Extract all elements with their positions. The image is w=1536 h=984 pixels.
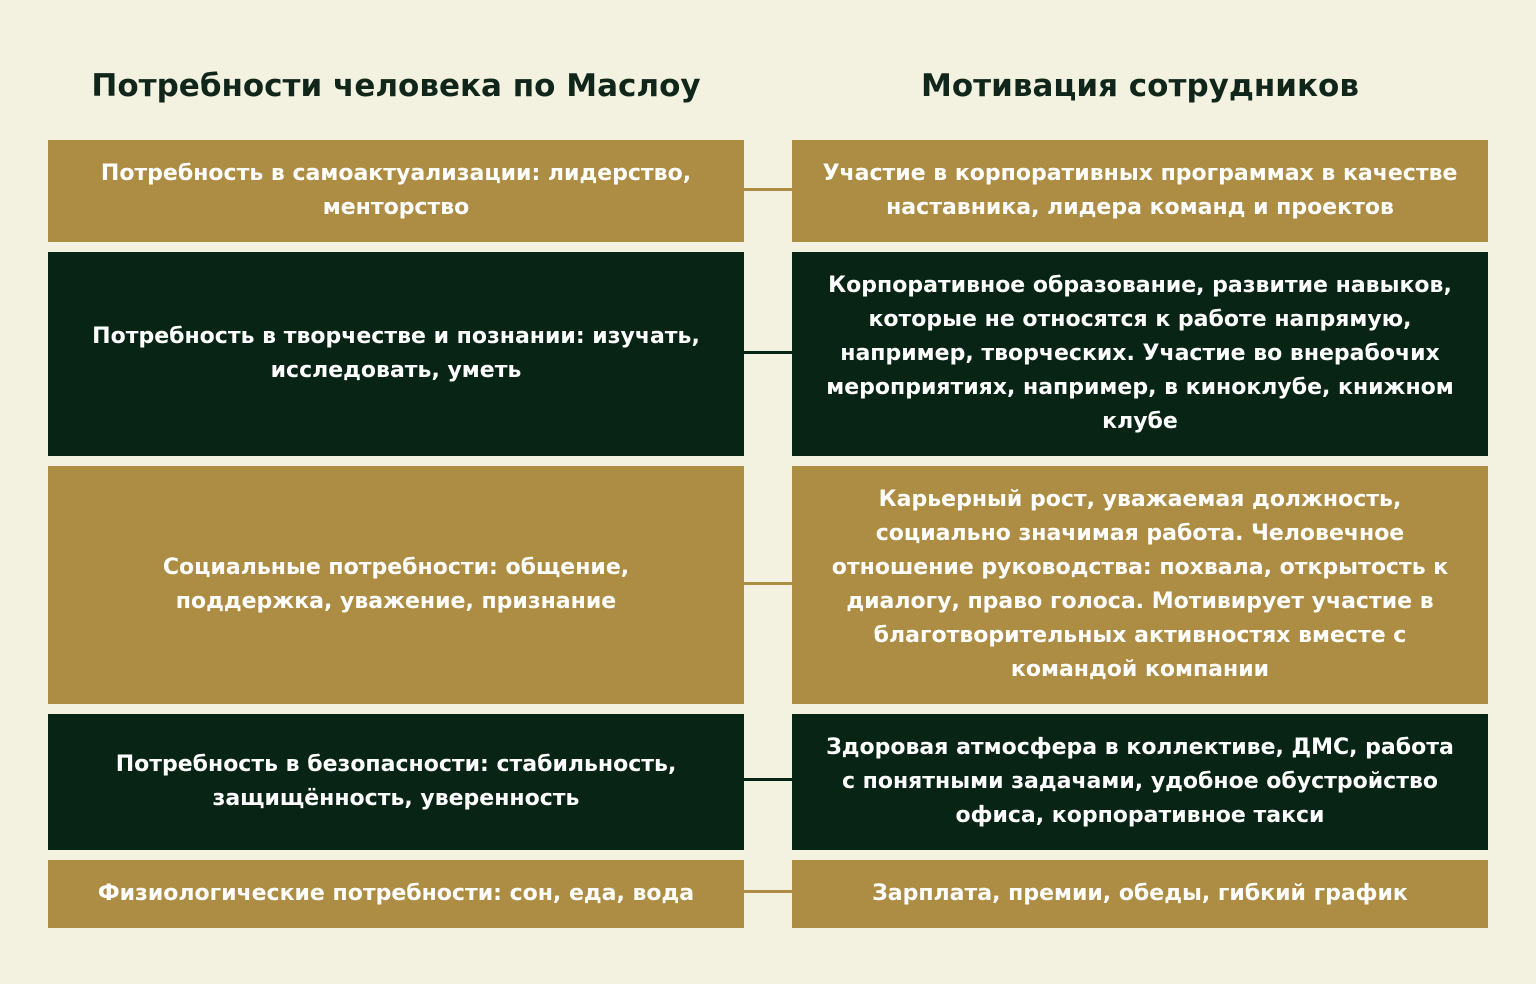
need-text: Потребность в самоактуализации: лидерство, менторство	[100, 161, 692, 220]
motivation-box-safety	[792, 714, 1488, 850]
need-box-self-actualization	[48, 140, 744, 242]
need-text: Социальные потребности: общение, поддержка, уважение, признание	[162, 555, 630, 614]
motivation-text: Зарплата, премии, обеды, гибкий график	[872, 881, 1408, 906]
need-text: Потребность в творчестве и познании: изучать, исследовать, уметь	[92, 324, 700, 383]
need-text: Потребность в безопасности: стабильность, защищённость, уверенность	[115, 752, 677, 811]
need-box-creativity-knowledge	[48, 252, 744, 456]
row-connector	[744, 188, 792, 191]
motivation-text: Карьерный рост, уважаемая должность, социально значимая работа. Человечное отношение руководства: похвала, открытость к диалогу, право голоса. Мотивирует участие в благотворительных активностях вместе с командой компании	[831, 487, 1449, 682]
motivation-text: Участие в корпоративных программах в качестве наставника, лидера команд и проектов	[822, 161, 1458, 220]
need-box-safety	[48, 714, 744, 850]
motivation-box-creativity-knowledge	[792, 252, 1488, 456]
motivation-column-heading: Мотивация сотрудников	[921, 68, 1359, 104]
needs-column-heading: Потребности человека по Маслоу	[91, 68, 701, 104]
need-text: Физиологические потребности: сон, еда, вода	[97, 881, 695, 906]
motivation-text: Здоровая атмосфера в коллективе, ДМС, работа с понятными задачами, удобное обустройство офиса, корпоративное такси	[826, 735, 1454, 828]
row-connector	[744, 351, 792, 354]
need-box-physiological	[48, 860, 744, 928]
motivation-box-physiological	[792, 860, 1488, 928]
need-box-social	[48, 466, 744, 704]
motivation-text: Корпоративное образование, развитие навыков, которые не относятся к работе напрямую, например, творческих. Участие во внерабочих мероприятиях, например, в киноклубе, книжном клубе	[826, 273, 1454, 434]
motivation-box-self-actualization	[792, 140, 1488, 242]
row-connector	[744, 890, 792, 893]
motivation-box-social	[792, 466, 1488, 704]
row-connector	[744, 778, 792, 781]
row-connector	[744, 582, 792, 585]
